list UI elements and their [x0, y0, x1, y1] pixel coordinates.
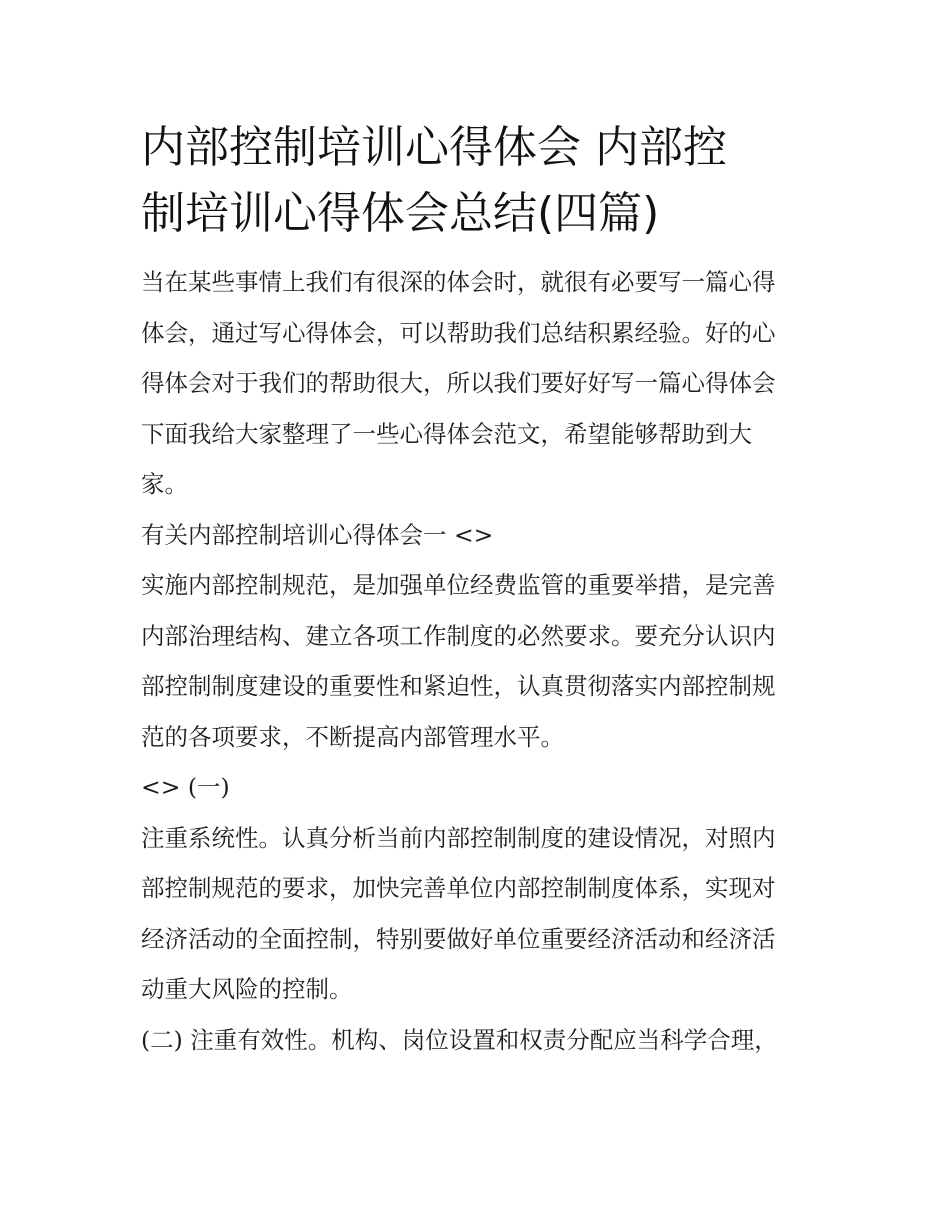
paragraph-line: 经济活动的全面控制，特别要做好单位重要经济活动和经济活	[141, 924, 776, 953]
body-paragraph	[141, 560, 813, 762]
section-heading	[141, 510, 813, 561]
paragraph-line: 家。	[141, 470, 188, 498]
body-paragraph	[141, 813, 813, 1015]
document-title	[141, 115, 813, 247]
paragraph-line: 部控制制度建设的重要性和紧迫性，认真贯彻落实内部控制规	[141, 672, 776, 700]
intro-paragraph	[141, 257, 813, 510]
paragraph-line: 注重系统性。认真分析当前内部控制制度的建设情况，对照内	[141, 823, 776, 852]
paragraph-line: 有关内部控制培训心得体会一 <>	[141, 520, 494, 549]
title-line: 制培训心得体会总结(四篇)	[141, 188, 660, 239]
paragraph-line: <> (一)	[141, 773, 230, 801]
paragraph-line: 实施内部控制规范，是加强单位经费监管的重要举措，是完善	[141, 571, 776, 599]
paragraph-line: 下面我给大家整理了一些心得体会范文，希望能够帮助到大	[141, 419, 752, 448]
paragraph-line: 得体会对于我们的帮助很大，所以我们要好好写一篇心得体会	[141, 369, 776, 397]
paragraph-line: (二) 注重有效性。机构、岗位设置和权责分配应当科学合理，	[141, 1025, 778, 1054]
paragraph-line: 范的各项要求，不断提高内部管理水平。	[141, 722, 564, 751]
subsection-marker	[141, 762, 813, 813]
body-paragraph	[141, 1015, 813, 1066]
paragraph-line: 动重大风险的控制。	[141, 975, 353, 1003]
paragraph-line: 体会，通过写心得体会，可以帮助我们总结积累经验。好的心	[141, 318, 776, 347]
title-line: 内部控制培训心得体会 内部控	[141, 122, 727, 173]
paragraph-line: 当在某些事情上我们有很深的体会时，就很有必要写一篇心得	[141, 268, 776, 296]
paragraph-line: 内部治理结构、建立各项工作制度的必然要求。要充分认识内	[141, 621, 776, 650]
document-body	[141, 115, 813, 1065]
paragraph-line: 部控制规范的要求，加快完善单位内部控制制度体系，实现对	[141, 874, 776, 902]
